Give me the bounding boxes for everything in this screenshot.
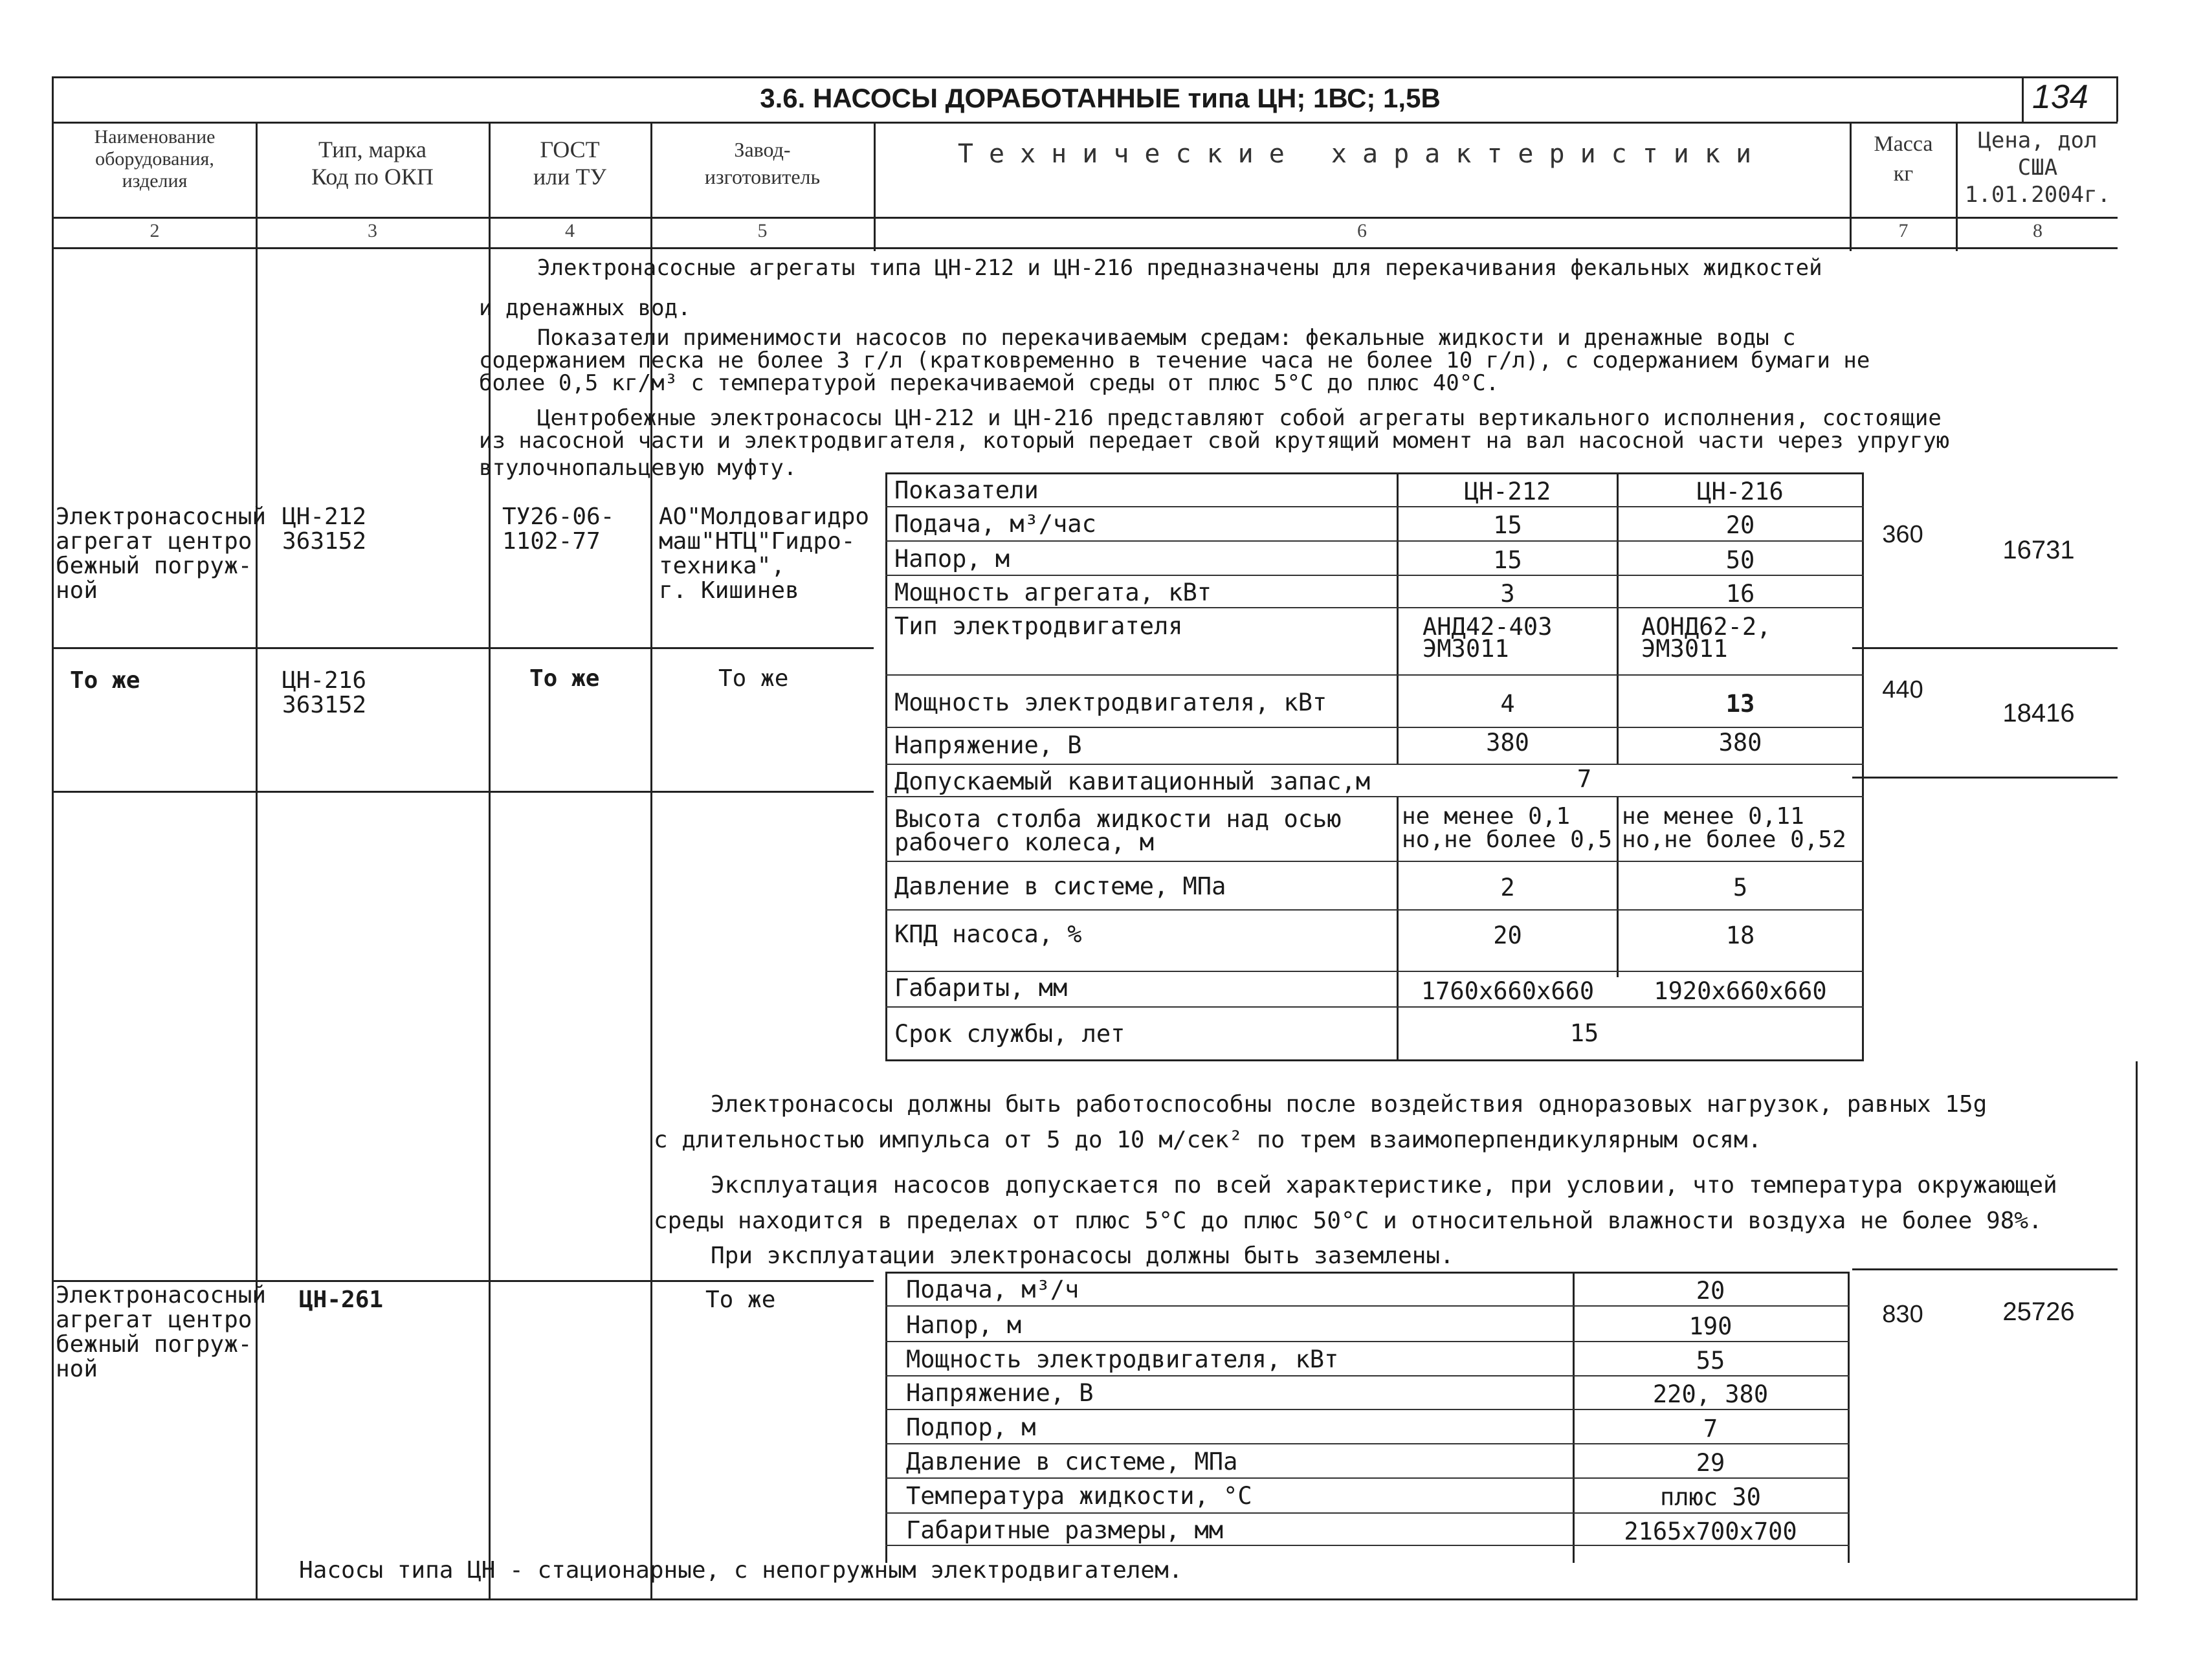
spec1-row-a: 3: [1500, 580, 1515, 608]
spec1-rule-11: [885, 971, 1864, 972]
colnum-8: 8: [2033, 220, 2042, 241]
row2-standard: То же: [529, 665, 600, 692]
spec1-row-label: Срок службы, лет: [894, 1020, 1125, 1048]
spec1-row-label: Подача, м³/час: [894, 510, 1096, 538]
spec2-row-value: 220, 380: [1652, 1380, 1769, 1408]
header-col3: Тип, марка Код по ОКП: [311, 137, 434, 190]
spec1-row-label: Мощность электродвигателя, кВт: [894, 689, 1327, 716]
page-number-box-left: [2022, 76, 2024, 122]
spec1-row-a: 2: [1500, 874, 1515, 901]
spec2-left: [885, 1272, 887, 1563]
spec1-row-a: 15: [1493, 546, 1522, 574]
spec2-right: [1848, 1272, 1850, 1563]
spec1-row-b: 16: [1725, 580, 1755, 608]
spec1-row-label: Давление в системе, МПа: [894, 872, 1226, 900]
row1-type-code: ЦН-212 363152: [282, 503, 367, 555]
spec1-row-b: 20: [1725, 511, 1755, 539]
spec1-row-a: 380: [1486, 729, 1529, 757]
spec1-rule-7: [885, 764, 1864, 765]
spec2-row-value: 55: [1696, 1347, 1725, 1375]
after-p1-line2: с длительностью импульса от 5 до 10 м/сек² по трем взаимоперпендикулярным осям.: [654, 1127, 1762, 1153]
page-number: 134: [2032, 78, 2088, 116]
intro-p1-line1: Электронасосные агрегаты типа ЦН-212 и ЦН-216 предназначены для перекачивания фекальных жидкостей: [537, 255, 1822, 281]
spec1-rule-5: [885, 674, 1864, 676]
spec2-row-label: Мощность электродвигателя, кВт: [906, 1345, 1339, 1373]
spec2-row-label: Габаритные размеры, мм: [906, 1516, 1224, 1544]
row1-bottom-line: [52, 647, 874, 649]
intro-p2-line1: Показатели применимости насосов по перекачиваемым средам: фекальные жидкости и дренажные воды с: [537, 325, 1796, 351]
header-bottom-line: [52, 217, 2118, 219]
frame-bottom: [52, 1598, 2137, 1600]
spec1-header-a: ЦН-212: [1464, 478, 1551, 505]
spec1-rule-1: [885, 506, 1864, 507]
intro-p1-line2: и дренажных вод.: [479, 295, 691, 321]
colnum-2: 2: [149, 220, 160, 241]
colnum-3: 3: [368, 220, 377, 241]
spec1-row-b: 380: [1718, 729, 1762, 757]
header-col6: Технические характеристики: [957, 139, 1767, 169]
spec1-row-a: не менее 0,1 но,не более 0,5: [1402, 803, 1613, 853]
row3-manufacturer: То же: [705, 1287, 776, 1313]
frame-right: [2136, 1061, 2138, 1600]
row1-price: 16731: [2002, 536, 2075, 564]
intro-p3-line2: из насосной части и электродвигателя, который передает свой крутящий момент на вал насосной части через упругую: [479, 428, 1950, 454]
spec2-rule-4: [885, 1409, 1850, 1410]
row2-manufacturer: То же: [718, 665, 789, 692]
row1-manufacturer: АО"Молдовагидро маш"НТЦ"Гидро- техника", г. Кишинев: [659, 503, 870, 604]
spec2-top: [885, 1272, 1850, 1274]
frame-right-upper: [2116, 76, 2118, 122]
row1-name: Электронасосный агрегат центро бежный погруж- ной: [56, 503, 267, 604]
spec2-row-label: Температура жидкости, °С: [906, 1482, 1252, 1510]
spec1-bottom: [885, 1059, 1864, 1061]
intro-p3-line3: втулочнопальцевую муфту.: [479, 455, 797, 481]
spec1-rule-8: [885, 796, 1864, 797]
spec1-row-merged: 15: [1569, 1019, 1599, 1047]
spec-table-2: [885, 1272, 1850, 1563]
row2-name: То же: [70, 667, 140, 694]
spec1-row-label: Тип электродвигателя: [894, 612, 1183, 640]
spec1-row-a: 4: [1500, 690, 1515, 718]
spec2-row-label: Напор, м: [906, 1311, 1022, 1339]
colnum-bottom-line: [52, 247, 2118, 249]
footnote: Насосы типа ЦН - стационарные, с непогружным электродвигателем.: [299, 1557, 1183, 1584]
spec2-row-label: Напряжение, В: [906, 1379, 1094, 1407]
row1-mass: 360: [1882, 521, 1923, 548]
spec1-rule-9: [885, 861, 1864, 862]
spec1-row-label: Габариты, мм: [894, 974, 1068, 1002]
row3-price: 25726: [2002, 1298, 2075, 1326]
spec1-row-b: 5: [1733, 874, 1748, 901]
spec1-row-label: Допускаемый кавитационный запас,м: [894, 768, 1371, 795]
spec1-row-b: 13: [1725, 690, 1755, 718]
after-p1-line1: Электронасосы должны быть работоспособны после воздействия одноразовых нагрузок, равных 15g: [711, 1091, 1987, 1118]
spec2-row-label: Подача, м³/ч: [906, 1276, 1079, 1303]
spec1-row-b: 50: [1725, 546, 1755, 574]
spec2-row-value: 2165х700х700: [1624, 1518, 1797, 1545]
frame-top: [52, 76, 2118, 78]
spec1-row-label: Высота столба жидкости над осью рабочего колеса, м: [894, 805, 1342, 856]
spec1-rule-2: [885, 540, 1864, 542]
spec1-rule-10: [885, 909, 1864, 911]
spec1-row-a: 20: [1493, 922, 1522, 949]
spec1-row-a: 1760х660х660: [1421, 977, 1595, 1005]
after-p2-line2: среды находится в пределах от плюс 5°С до плюс 50°С и относительной влажности воздуха не более 98%.: [654, 1208, 2042, 1234]
spec2-row-value: 29: [1696, 1449, 1725, 1477]
row3-name: Электронасосный агрегат центро бежный погруж- ной: [56, 1282, 267, 1382]
header-col4: ГОСТ или ТУ: [533, 137, 606, 190]
spec1-row-b: 18: [1725, 922, 1755, 949]
spec1-row-label: КПД насоса, %: [894, 920, 1082, 948]
spec1-header-b: ЦН-216: [1697, 478, 1784, 505]
row3-top-line-right: [1852, 1268, 2118, 1270]
spec-table-1: [885, 472, 1864, 1061]
spec1-rule-3: [885, 575, 1864, 576]
spec1-left: [885, 472, 887, 1061]
spec2-rule-7: [885, 1512, 1850, 1514]
spec1-row-b: 1920х660х660: [1654, 977, 1827, 1005]
spec1-row-label: Мощность агрегата, кВт: [894, 579, 1212, 606]
row3-type-code: ЦН-261: [299, 1287, 384, 1313]
row2-type-code: ЦН-216 363152: [282, 667, 367, 718]
spec2-row-value: плюс 30: [1660, 1483, 1761, 1511]
spec1-row-merged: 7: [1577, 765, 1592, 793]
spec1-row-b: АОНД62-2, ЭМ3011: [1641, 613, 1771, 663]
spec1-row-a: 15: [1493, 511, 1522, 539]
row1-bottom-line-right: [1852, 647, 2118, 649]
spec2-row-value: 190: [1688, 1312, 1733, 1340]
colnum-5: 5: [757, 220, 768, 241]
row2-bottom-line-right: [1852, 777, 2118, 779]
after-p2-line1: Эксплуатация насосов допускается по всей характеристике, при условии, что температура окружающей: [711, 1172, 2057, 1199]
spec2-rule-6: [885, 1477, 1850, 1479]
colnum-7: 7: [1898, 220, 1909, 241]
intro-p3-line1: Центробежные электронасосы ЦН-212 и ЦН-216 представляют собой агрегаты вертикального исполнения, состоящие: [537, 405, 1942, 431]
spec1-top: [885, 472, 1864, 474]
intro-p2-line2: содержанием песка не более 3 г/л (кратковременно в течение часа не более 10 г/л), с содержанием бумаги не: [479, 348, 1870, 373]
spec1-row-label: Напряжение, В: [894, 731, 1082, 759]
row1-standard: ТУ26-06- 1102-77: [502, 503, 615, 555]
col-sep-6-7: [1850, 122, 1852, 251]
row2-bottom-line: [52, 791, 874, 793]
row3-mass: 830: [1882, 1301, 1923, 1328]
spec2-row-value: 7: [1703, 1415, 1718, 1442]
section-title: 3.6. НАСОСЫ ДОРАБОТАННЫЕ типа ЦН; 1ВС; 1,5В: [760, 83, 1441, 113]
spec2-rule-3: [885, 1375, 1850, 1376]
header-col7: Масса кг: [1874, 132, 1933, 186]
header-col2: Наименование оборудования, изделия: [94, 126, 216, 192]
after-p3: При эксплуатации электронасосы должны быть заземлены.: [711, 1243, 1454, 1269]
col-sep-3-4: [489, 122, 491, 1598]
spec2-rule-2: [885, 1341, 1850, 1342]
header-col5: Завод- изготовитель: [704, 138, 821, 188]
title-underline: [52, 122, 2118, 124]
spec1-right: [1862, 472, 1864, 1061]
spec1-row-a: АНД42-403 ЭМ3011: [1423, 613, 1553, 663]
spec1-rule-12: [885, 1006, 1864, 1008]
spec2-row-label: Давление в системе, МПа: [906, 1448, 1238, 1476]
spec1-rule-6: [885, 727, 1864, 728]
spec2-row-value: 20: [1696, 1277, 1725, 1305]
intro-p2-line3: более 0,5 кг/м³ с температурой перекачиваемой среды от плюс 5°С до плюс 40°С.: [479, 370, 1500, 396]
row2-price: 18416: [2002, 699, 2075, 727]
spec2-rule-1: [885, 1305, 1850, 1307]
row2-mass: 440: [1882, 676, 1923, 703]
header-col8: Цена, дол США 1.01.2004г.: [1964, 127, 2111, 208]
col-sep-7-8: [1956, 122, 1958, 251]
spec1-header-label: Показатели: [894, 476, 1039, 504]
spec1-row-label: Напор, м: [894, 545, 1010, 573]
colnum-6: 6: [1357, 220, 1367, 241]
spec2-row-label: Подпор, м: [906, 1413, 1036, 1441]
spec1-row-b: не менее 0,11 но,не более 0,52: [1622, 803, 1846, 853]
spec2-rule-5: [885, 1443, 1850, 1444]
colnum-4: 4: [565, 220, 575, 241]
frame-left: [52, 76, 54, 1600]
